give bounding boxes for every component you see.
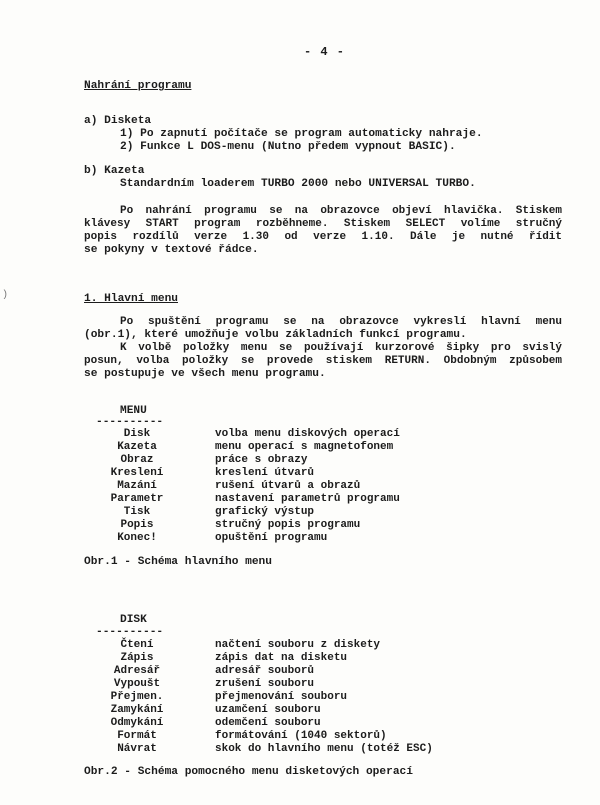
table-row — [0, 441, 600, 454]
menu-key: Zápis — [120, 652, 154, 664]
menu-key: Kazeta — [117, 441, 157, 453]
paragraph-line: se postupuje ve všech menu programu. — [84, 368, 326, 380]
menu-description: opuštění programu — [215, 532, 328, 544]
menu-key: Formát — [117, 730, 157, 742]
menu-key: Přejmen. — [110, 691, 164, 703]
disk-separator: ---------- — [96, 626, 164, 638]
disketa-item: 1) Po zapnutí počítače se program automaticky nahraje. — [120, 128, 483, 140]
menu-description: kreslení útvarů — [215, 467, 315, 479]
disketa-heading: a) Disketa — [84, 115, 152, 127]
menu-description: skok do hlavního menu (totéž ESC) — [215, 743, 433, 755]
menu-key: Popis — [120, 519, 154, 531]
menu-description: načtení souboru z diskety — [215, 639, 381, 651]
menu-key: Mazání — [117, 480, 157, 492]
table-row — [0, 454, 600, 467]
kazeta-heading: b) Kazeta — [84, 165, 145, 177]
menu-key: Parametr — [110, 493, 164, 505]
margin-mark: ) — [2, 290, 9, 301]
table-row — [0, 704, 600, 717]
hlavni-menu-title: 1. Hlavní menu — [84, 293, 178, 305]
menu-key: Kreslení — [110, 467, 164, 479]
menu-description: odemčení souboru — [215, 717, 321, 729]
table-row — [0, 730, 600, 743]
menu-key: Adresář — [113, 665, 161, 677]
table-row — [0, 691, 600, 704]
paragraph-line: klávesy START program rozběhneme. Stiskem SELECT volíme stručný — [84, 218, 562, 230]
menu-key: Návrat — [117, 743, 157, 755]
section-title: Nahrání programu — [84, 80, 192, 92]
menu-description: uzamčení souboru — [215, 704, 321, 716]
menu-description: zápis dat na disketu — [215, 652, 348, 664]
table-row — [0, 652, 600, 665]
menu-description: menu operací s magnetofonem — [215, 441, 394, 453]
table-row — [0, 480, 600, 493]
disk-header: DISK — [120, 614, 147, 626]
kazeta-text: Standardním loaderem TURBO 2000 nebo UNIVERSAL TURBO. — [120, 178, 476, 190]
table-row — [0, 678, 600, 691]
page-number: - 4 - — [304, 45, 346, 59]
table-row — [0, 493, 600, 506]
paragraph-line: posun, volba položky se provede stiskem RETURN. Obdobným způsobem — [84, 355, 562, 367]
paragraph-line: (obr.1), které umožňuje volbu základních funkcí programu. — [84, 329, 467, 341]
menu-key: Vypoušt — [113, 678, 161, 690]
table-row — [0, 717, 600, 730]
menu-key: Konec! — [117, 532, 157, 544]
menu-description: volba menu diskových operací — [215, 428, 400, 440]
table-row — [0, 428, 600, 441]
table-row — [0, 743, 600, 756]
menu-description: práce s obrazy — [215, 454, 308, 466]
menu-separator: ---------- — [96, 416, 164, 428]
table-row — [0, 467, 600, 480]
menu-description: přejmenování souboru — [215, 691, 348, 703]
menu-key: Obraz — [120, 454, 154, 466]
menu-key: Zamykání — [110, 704, 164, 716]
menu-header: MENU — [120, 405, 147, 417]
menu-description: nastavení parametrů programu — [215, 493, 400, 505]
disk-caption: Obr.2 - Schéma pomocného menu disketových operací — [84, 766, 413, 778]
menu-description: rušení útvarů a obrazů — [215, 480, 361, 492]
paragraph-line: Po spuštění programu se na obrazovce vykreslí hlavní menu — [120, 316, 562, 328]
menu-description: formátování (1040 sektorů) — [215, 730, 387, 742]
menu-description: grafický výstup — [215, 506, 315, 518]
menu-key: Odmykání — [110, 717, 164, 729]
menu-key: Čtení — [120, 639, 154, 651]
menu-key: Disk — [123, 428, 151, 440]
paragraph-line: Po nahrání programu se na obrazovce objeví hlavička. Stiskem — [120, 205, 562, 217]
menu-caption: Obr.1 - Schéma hlavního menu — [84, 556, 272, 568]
paragraph-line: se pokyny v textové řádce. — [84, 244, 259, 256]
table-row — [0, 665, 600, 678]
table-row — [0, 519, 600, 532]
menu-description: adresář souborů — [215, 665, 315, 677]
table-row — [0, 532, 600, 545]
paragraph-line: K volbě položky menu se používají kurzorové šipky pro svislý — [120, 342, 562, 354]
menu-description: stručný popis programu — [215, 519, 361, 531]
menu-description: zrušení souboru — [215, 678, 315, 690]
paragraph-line: popis rozdílů verze 1.30 od verze 1.10. Dále je nutné řídit — [84, 231, 562, 243]
table-row — [0, 506, 600, 519]
disketa-item: 2) Funkce L DOS-menu (Nutno předem vypnout BASIC). — [120, 141, 456, 153]
menu-key: Tisk — [123, 506, 151, 518]
table-row — [0, 639, 600, 652]
